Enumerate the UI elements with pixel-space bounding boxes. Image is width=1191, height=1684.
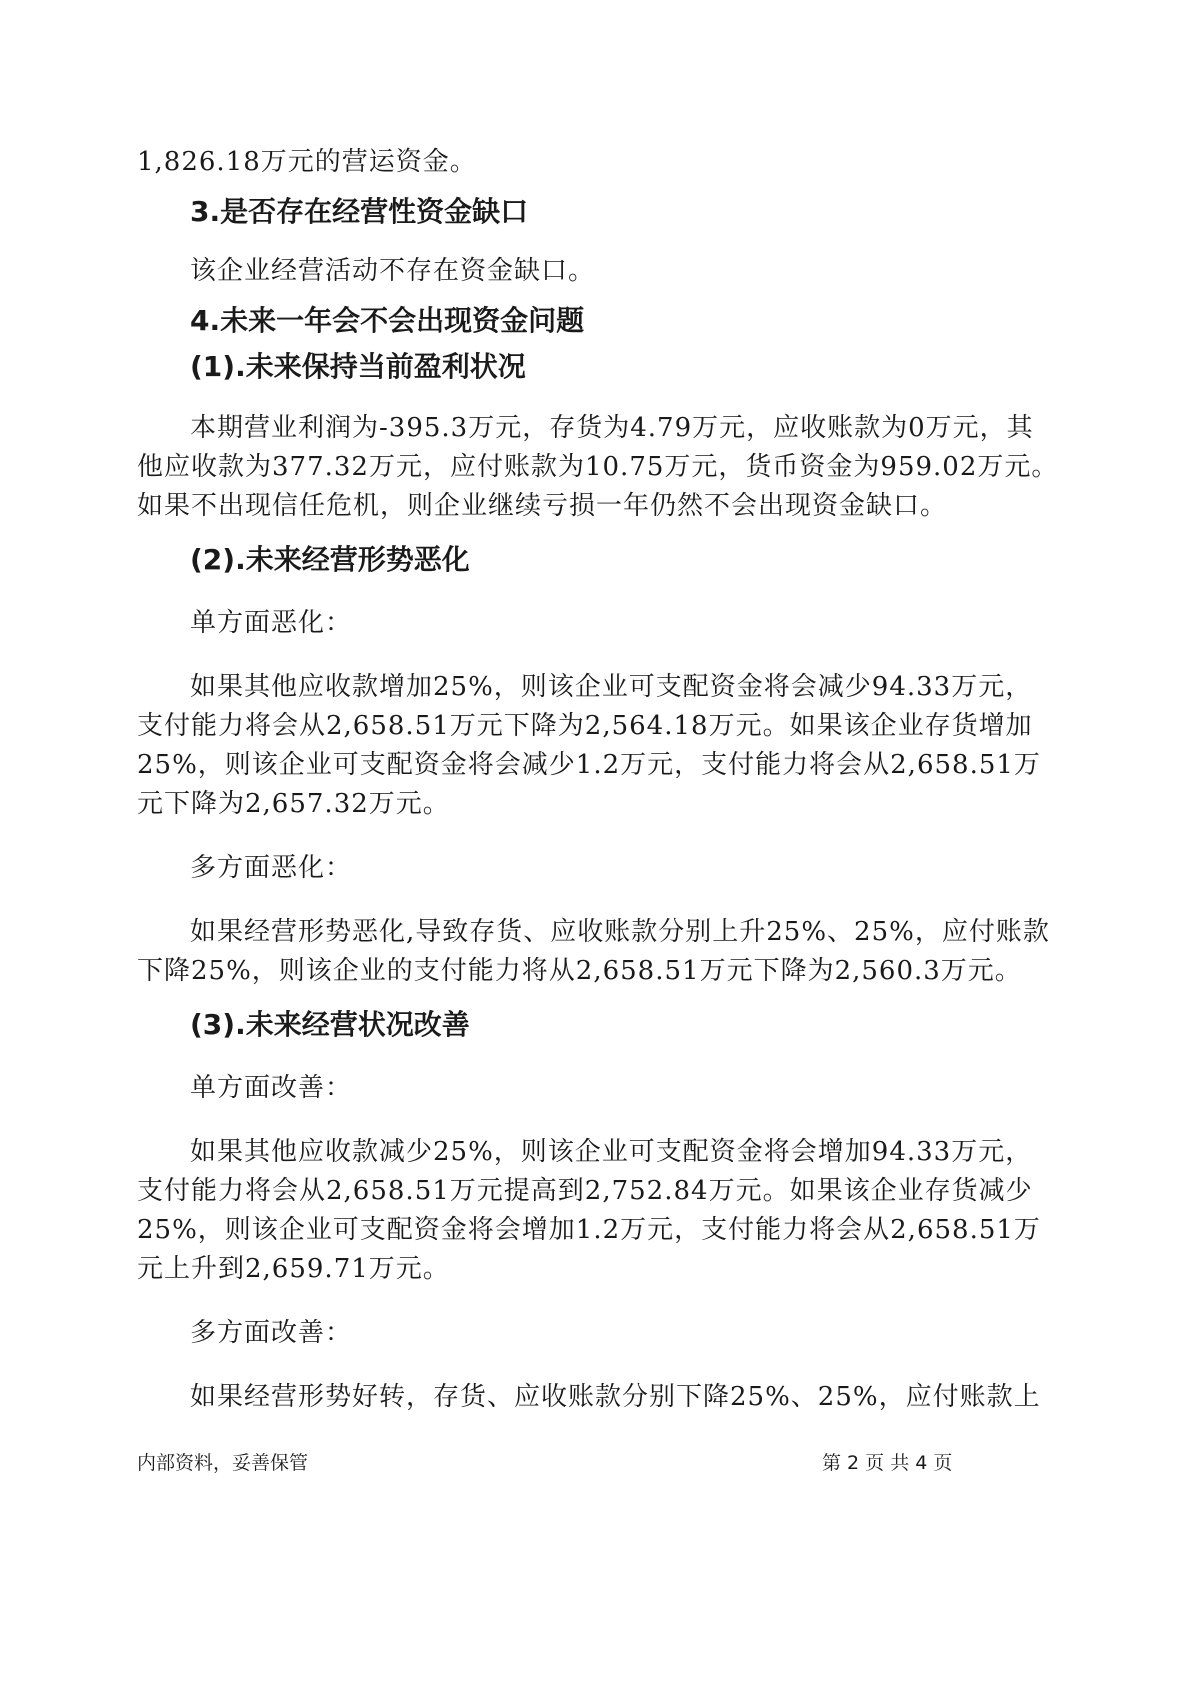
footer-note: 内部资料，妥善保管: [137, 1452, 309, 1474]
body-line: 该企业经营活动不存在资金缺口。: [190, 256, 596, 286]
page-number: 第 2 页 共 4 页: [822, 1452, 953, 1474]
body-line: 25%，则该企业可支配资金将会减少1.2万元，支付能力将会从2,658.51万: [137, 750, 1041, 780]
body-line: 如果经营形势恶化,导致存货、应收账款分别上升25%、25%，应付账款: [190, 917, 1050, 947]
subsection-heading: (1).未来保持当前盈利状况: [190, 350, 526, 383]
body-line: 如果其他应收款增加25%，则该企业可支配资金将会减少94.33万元，: [190, 672, 1033, 702]
body-line: 单方面恶化：: [190, 608, 353, 638]
body-line: 如果经营形势好转，存货、应收账款分别下降25%、25%，应付账款上: [190, 1382, 1041, 1412]
section-heading: 3.是否存在经营性资金缺口: [190, 195, 529, 228]
body-line: 下降25%，则该企业的支付能力将从2,658.51万元下降为2,560.3万元。: [137, 956, 1022, 986]
body-line: 支付能力将会从2,658.51万元下降为2,564.18万元。如果该企业存货增加: [137, 711, 1033, 741]
body-line: 多方面恶化：: [190, 853, 353, 883]
body-line: 25%，则该企业可支配资金将会增加1.2万元，支付能力将会从2,658.51万: [137, 1215, 1041, 1245]
body-line: 如果其他应收款减少25%，则该企业可支配资金将会增加94.33万元，: [190, 1137, 1033, 1167]
body-line: 如果不出现信任危机，则企业继续亏损一年仍然不会出现资金缺口。: [137, 491, 948, 521]
body-line: 1,826.18万元的营运资金。: [137, 147, 477, 177]
subsection-heading: (3).未来经营状况改善: [190, 1008, 470, 1041]
body-line: 单方面改善：: [190, 1073, 353, 1103]
body-line: 支付能力将会从2,658.51万元提高到2,752.84万元。如果该企业存货减少: [137, 1176, 1033, 1206]
body-line: 元上升到2,659.71万元。: [137, 1254, 450, 1284]
subsection-heading: (2).未来经营形势恶化: [190, 543, 470, 576]
body-line: 本期营业利润为-395.3万元，存货为4.79万元，应收账款为0万元，其: [190, 413, 1034, 443]
body-line: 他应收款为377.32万元，应付账款为10.75万元，货币资金为959.02万元。: [137, 452, 1059, 482]
section-heading: 4.未来一年会不会出现资金问题: [190, 304, 585, 337]
body-line: 元下降为2,657.32万元。: [137, 789, 450, 819]
body-line: 多方面改善：: [190, 1318, 353, 1348]
